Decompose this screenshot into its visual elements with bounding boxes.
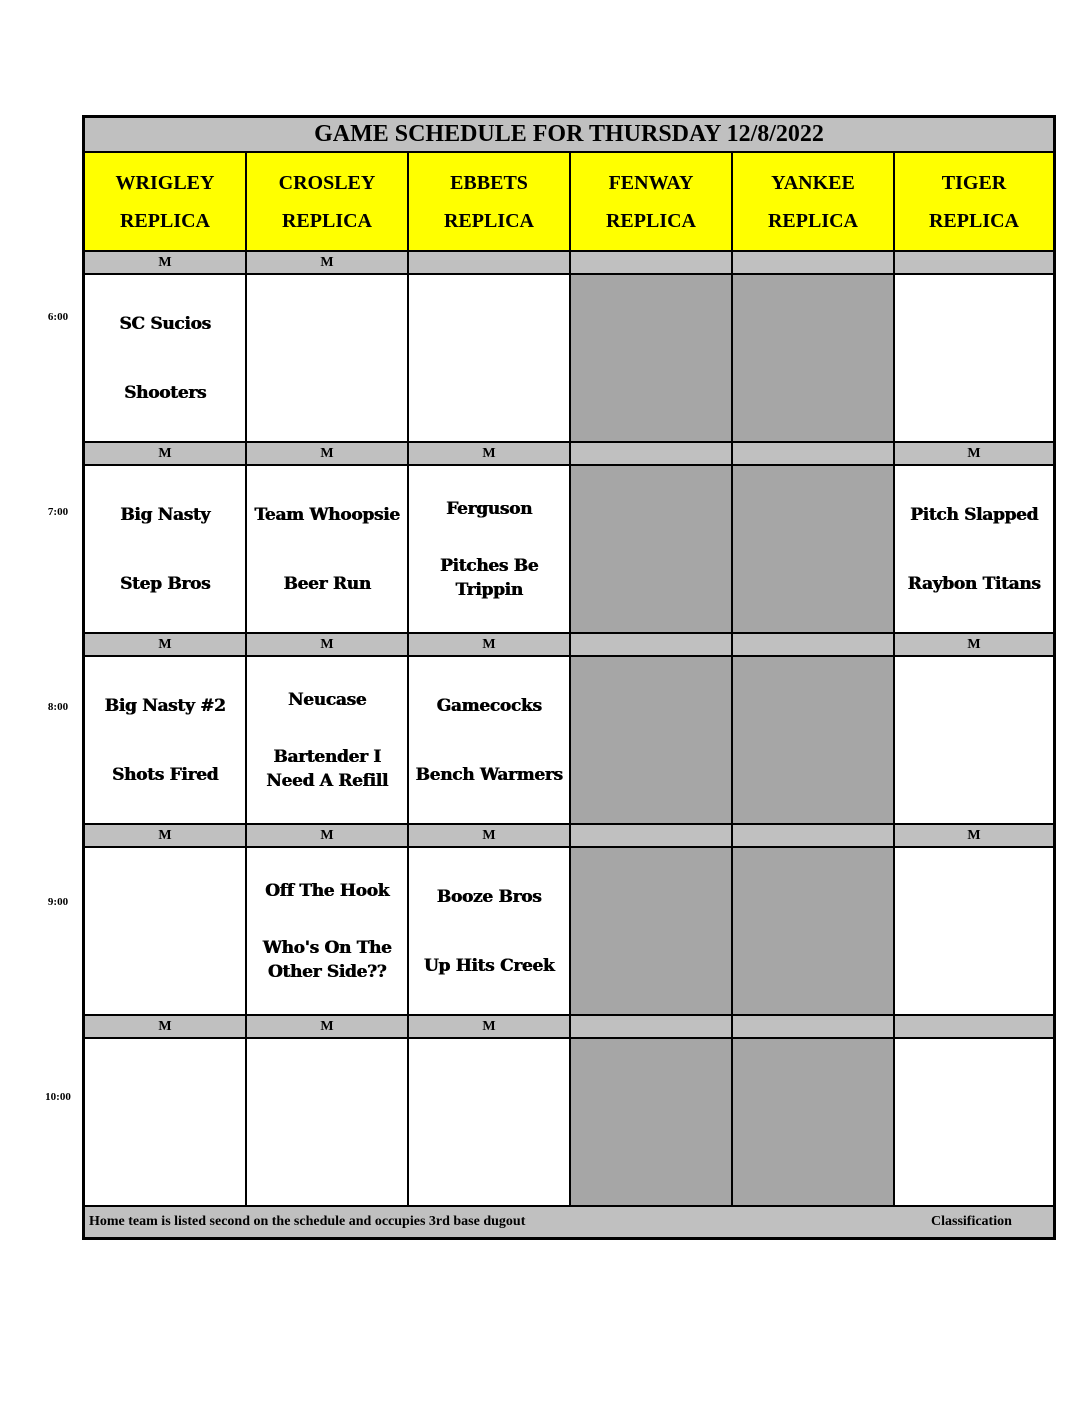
away-team: Pitch Slapped	[909, 504, 1039, 525]
home-team: Step Bros	[119, 573, 211, 594]
game-cell	[895, 275, 1053, 443]
away-team: Booze Bros	[436, 886, 542, 907]
classification-cell: M	[247, 634, 409, 657]
game-cell-closed	[571, 657, 733, 825]
game-cell	[409, 275, 571, 443]
game-cell-closed	[571, 848, 733, 1016]
field-header-yankee	[733, 153, 895, 252]
field-header-fenway	[571, 153, 733, 252]
game-cell	[247, 848, 409, 1016]
game-cell	[85, 848, 247, 1016]
field-name: FENWAY	[608, 171, 694, 194]
classification-cell	[571, 634, 733, 657]
schedule-title: GAME SCHEDULE FOR THURSDAY 12/8/2022	[85, 118, 1053, 153]
game-cell	[85, 657, 247, 825]
classification-cell: M	[85, 1016, 247, 1039]
game-cell-closed	[733, 848, 895, 1016]
field-header-wrigley	[85, 153, 247, 252]
classification-cell	[733, 443, 895, 466]
home-team: Pitches Be Trippin	[439, 555, 539, 600]
field-sub: REPLICA	[605, 209, 696, 232]
game-row	[85, 848, 1053, 1016]
schedule-table	[82, 115, 1056, 1240]
game-cell-closed	[733, 466, 895, 634]
away-team: Team Whoopsie	[254, 504, 400, 525]
game-row	[85, 466, 1053, 634]
field-name: EBBETS	[450, 171, 528, 194]
away-team: Off The Hook	[264, 880, 390, 901]
classification-cell: M	[409, 443, 571, 466]
game-cell-closed	[571, 275, 733, 443]
away-team: Big Nasty	[120, 504, 210, 525]
home-team: Bartender I Need A Refill	[266, 746, 388, 791]
away-team: SC Sucios	[119, 313, 211, 334]
field-header-row	[85, 153, 1053, 252]
time-label: 10:00	[45, 1091, 71, 1103]
game-cell	[247, 466, 409, 634]
field-header-ebbets	[409, 153, 571, 252]
classification-cell: M	[895, 443, 1053, 466]
classification-cell: M	[85, 252, 247, 275]
game-cell	[895, 466, 1053, 634]
classification-cell	[733, 252, 895, 275]
game-cell	[247, 275, 409, 443]
footer-row	[85, 1207, 1053, 1237]
field-sub: REPLICA	[443, 209, 534, 232]
classification-cell	[571, 825, 733, 848]
game-cell-closed	[733, 275, 895, 443]
game-cell-closed	[571, 466, 733, 634]
field-header-tiger	[895, 153, 1053, 252]
classification-cell: M	[247, 252, 409, 275]
home-team: Beer Run	[283, 573, 371, 594]
away-team: Ferguson	[445, 498, 533, 519]
time-label: 9:00	[47, 896, 69, 908]
classification-cell: M	[409, 1016, 571, 1039]
game-cell	[895, 848, 1053, 1016]
game-row	[85, 657, 1053, 825]
game-row	[85, 275, 1053, 443]
game-cell	[85, 466, 247, 634]
game-cell	[409, 848, 571, 1016]
classification-cell	[895, 1016, 1053, 1039]
footer-note: Home team is listed second on the schedule and occupies 3rd base dugout	[89, 1214, 526, 1229]
classification-cell	[733, 634, 895, 657]
classification-cell	[733, 825, 895, 848]
game-cell	[247, 1039, 409, 1207]
field-name: TIGER	[941, 171, 1007, 194]
classification-row	[85, 634, 1053, 657]
classification-cell: M	[85, 634, 247, 657]
classification-row	[85, 1016, 1053, 1039]
game-cell	[85, 1039, 247, 1207]
game-cell	[409, 1039, 571, 1207]
time-label: 7:00	[47, 506, 69, 518]
game-cell	[247, 657, 409, 825]
classification-cell	[733, 1016, 895, 1039]
field-name: WRIGLEY	[115, 171, 215, 194]
field-sub: REPLICA	[119, 209, 210, 232]
classification-cell: M	[85, 443, 247, 466]
away-team: Gamecocks	[436, 695, 542, 716]
classification-cell: M	[409, 634, 571, 657]
classification-cell: M	[247, 443, 409, 466]
time-label: 6:00	[47, 311, 69, 323]
game-cell	[895, 1039, 1053, 1207]
classification-cell	[571, 252, 733, 275]
home-team: Bench Warmers	[415, 764, 563, 785]
home-team: Shots Fired	[111, 764, 219, 785]
away-team: Neucase	[287, 689, 367, 710]
game-row	[85, 1039, 1053, 1207]
classification-cell: M	[409, 825, 571, 848]
game-cell	[409, 657, 571, 825]
field-name: CROSLEY	[278, 171, 376, 194]
classification-cell	[895, 252, 1053, 275]
home-team: Raybon Titans	[907, 573, 1041, 594]
time-slots	[85, 252, 1053, 1207]
classification-cell	[571, 443, 733, 466]
classification-cell	[409, 252, 571, 275]
home-team: Shooters	[123, 382, 207, 403]
field-sub: REPLICA	[767, 209, 858, 232]
field-sub: REPLICA	[281, 209, 372, 232]
game-cell	[895, 657, 1053, 825]
away-team: Big Nasty #2	[104, 695, 226, 716]
field-header-crosley	[247, 153, 409, 252]
home-team: Who's On The Other Side??	[262, 937, 392, 982]
classification-cell: M	[85, 825, 247, 848]
field-name: YANKEE	[771, 171, 855, 194]
game-cell	[409, 466, 571, 634]
classification-row	[85, 825, 1053, 848]
game-cell-closed	[733, 1039, 895, 1207]
game-cell-closed	[733, 657, 895, 825]
classification-row	[85, 252, 1053, 275]
classification-cell: M	[895, 634, 1053, 657]
classification-cell: M	[895, 825, 1053, 848]
classification-cell	[571, 1016, 733, 1039]
time-label: 8:00	[47, 701, 69, 713]
game-cell-closed	[571, 1039, 733, 1207]
classification-cell: M	[247, 825, 409, 848]
field-sub: REPLICA	[928, 209, 1019, 232]
classification-row	[85, 443, 1053, 466]
footer-classification: Classification	[931, 1214, 1012, 1229]
game-cell	[85, 275, 247, 443]
classification-cell: M	[247, 1016, 409, 1039]
home-team: Up Hits Creek	[423, 955, 555, 976]
